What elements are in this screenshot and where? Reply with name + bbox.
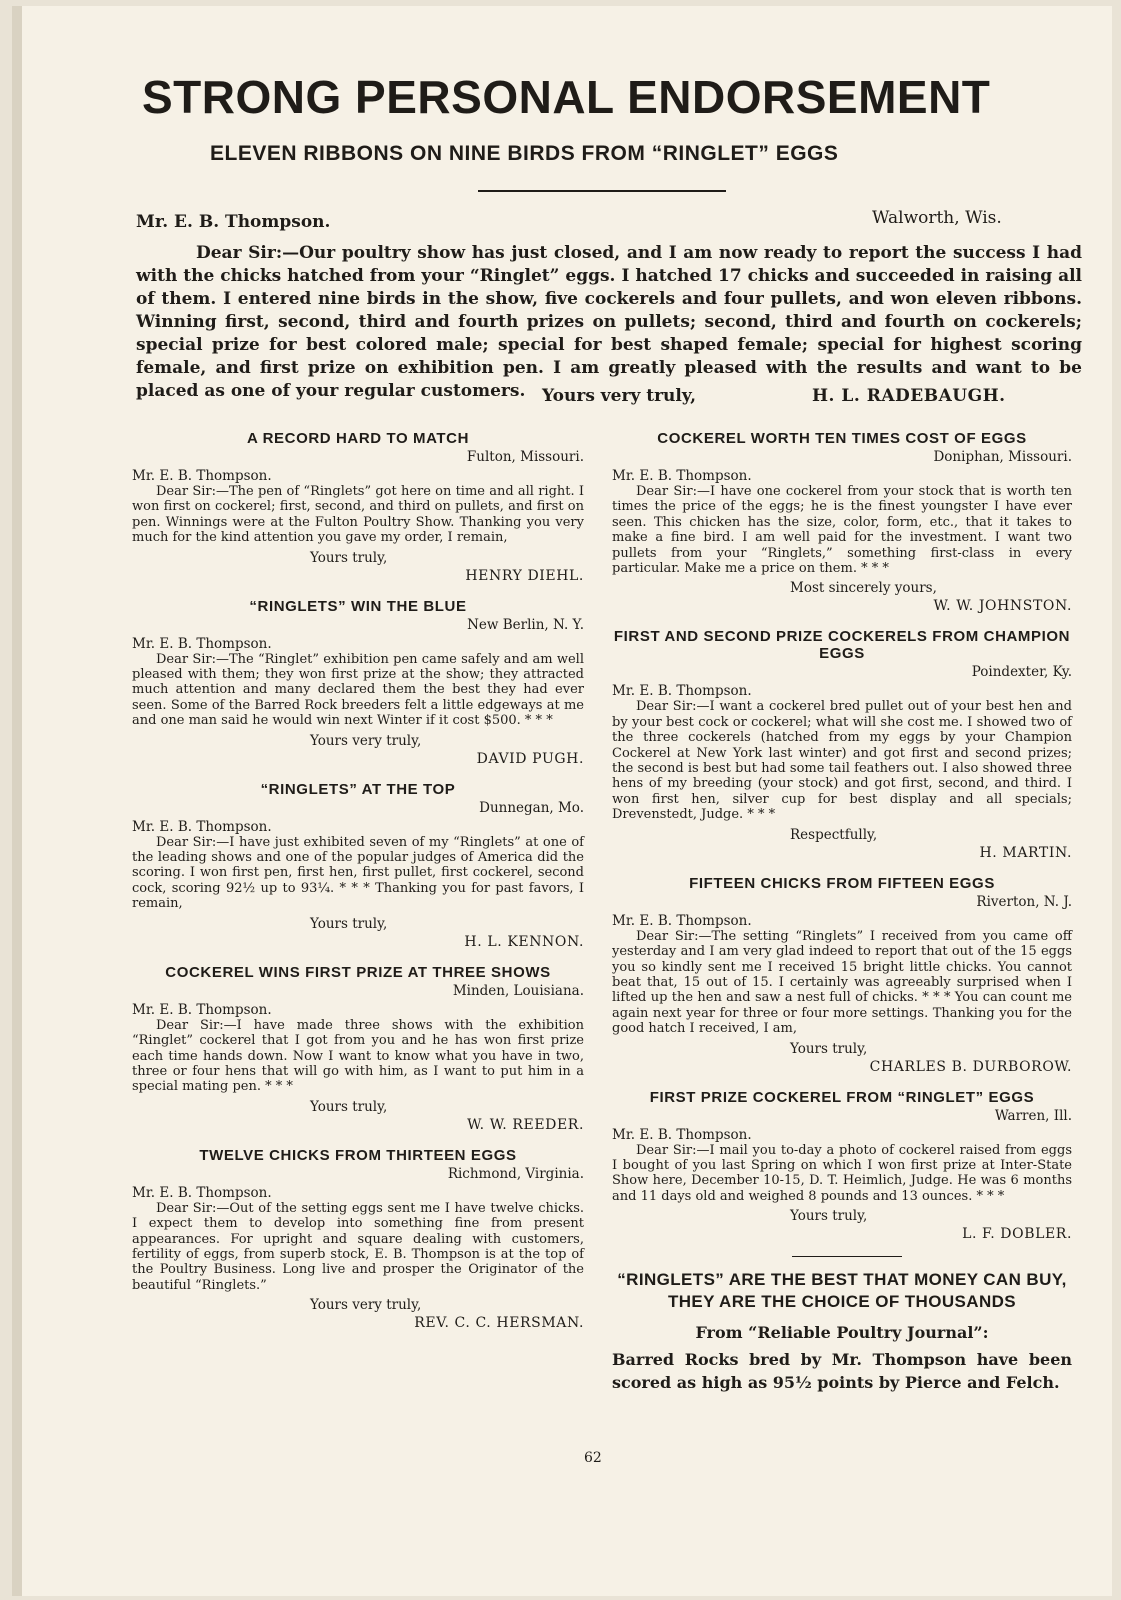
letter-salutation: Mr. E. B. Thompson.: [132, 468, 272, 484]
quote-text: Barred Rocks bred by Mr. Thompson have been scored as high as 95½ points by Pierce and Felch.: [612, 1350, 1072, 1393]
testimonial-letter: [612, 628, 1072, 862]
letter-signature: W. W. JOHNSTON.: [933, 598, 1072, 615]
left-column: [132, 430, 584, 1345]
letter-location: New Berlin, N. Y.: [467, 616, 584, 633]
letter-heading: FIRST AND SECOND PRIZE COCKERELS FROM CHAMPION EGGS: [613, 628, 1071, 663]
letter-closing: Yours very truly,: [310, 732, 422, 749]
letter-closing: Yours truly,: [310, 549, 388, 566]
letter-location: Richmond, Virginia.: [447, 1165, 584, 1182]
letter-location: Dunnegan, Mo.: [479, 799, 584, 816]
page-subtitle: ELEVEN RIBBONS ON NINE BIRDS FROM “RINGLET” EGGS: [210, 142, 839, 165]
letter-signature: DAVID PUGH.: [476, 750, 584, 767]
letter-heading: “RINGLETS” AT THE TOP: [260, 780, 456, 798]
main-letter-body: [136, 242, 1082, 403]
quote-source: From “Reliable Poultry Journal”:: [695, 1323, 989, 1343]
letter-heading: A RECORD HARD TO MATCH: [246, 430, 470, 447]
letter-body: Dear Sir:—Out of the setting eggs sent me I have twelve chicks. I expect them to develop into something fine from present appearances. For upright and square dealing with customers, fertility of eggs, from superb stock, E. B. Thompson is at the top of the Poultry Business. Long live and prosper the Originator of the beautiful “Ringlets.”: [132, 1200, 584, 1293]
letter-signature: HENRY DIEHL.: [465, 567, 584, 584]
letter-salutation: Mr. E. B. Thompson.: [132, 818, 272, 835]
letter-closing: Most sincerely yours,: [790, 580, 937, 597]
testimonial-letter: [132, 781, 584, 952]
letter-salutation: Mr. E. B. Thompson.: [612, 912, 752, 929]
letter-heading: “RINGLETS” WIN THE BLUE: [249, 597, 467, 615]
letter-closing: Yours truly,: [310, 915, 388, 932]
title-divider: [478, 190, 726, 192]
letter-body: Dear Sir:—I have one cockerel from your stock that is worth ten times the price of the eggs; he is the finest youngster I have ever seen. This chicken has the size, color, form, etc., that it takes to make a fine bird. I am well paid for the investment. I want two pullets from your “Ringlets,” something first-class in every particular. Make me a price on them. * * *: [612, 484, 1072, 577]
letter-closing: Respectfully,: [790, 826, 878, 843]
section-divider: [792, 1256, 902, 1257]
letter-location: Poindexter, Ky.: [971, 664, 1072, 681]
letter-signature: H. MARTIN.: [979, 844, 1072, 861]
letter-salutation: Mr. E. B. Thompson.: [612, 1126, 752, 1143]
main-letter-closing: Yours very truly,: [542, 386, 697, 406]
letter-location: Warren, Ill.: [994, 1107, 1072, 1124]
testimonial-letter: [132, 430, 584, 586]
testimonial-letter: [132, 964, 584, 1135]
letter-body: Dear Sir:—I have just exhibited seven of my “Ringlets” at one of the leading shows and one of the popular judges of America did the scoring. I won first pen, first hen, first pullet, first cockerel, second cock, scoring 92½ up to 93¼. * * * Thanking you for past favors, I remain,: [132, 834, 584, 912]
letter-location: Fulton, Missouri.: [466, 449, 584, 465]
closing-heading: “RINGLETS” ARE THE BEST THAT MONEY CAN BUY, THEY ARE THE CHOICE OF THOUSANDS: [617, 1270, 1067, 1312]
testimonial-letter: [612, 1089, 1072, 1245]
letter-salutation: Mr. E. B. Thompson.: [612, 683, 752, 700]
main-letter-text: Dear Sir:—Our poultry show has just closed, and I am now ready to report the success I had with the chicks hatched from your “Ringlet” eggs. I hatched 17 chicks and succeeded in raising all of them. I entered nine birds in the show, five cockerels and four pullets, and won eleven ribbons. Winning first, second, third and fourth prizes on pullets; second, third and fourth on cockerels; special prize for best colored male; special for best shaped female; special for highest scoring female, and first prize on exhibition pen. I am greatly pleased with the results and want to be placed as one of your regular customers.: [136, 243, 1082, 401]
letter-heading: FIRST PRIZE COCKEREL FROM “RINGLET” EGGS: [649, 1088, 1035, 1106]
testimonial-letter: [132, 598, 584, 769]
letter-closing: Yours very truly,: [310, 1297, 422, 1314]
letter-signature: H. L. KENNON.: [464, 933, 584, 950]
letter-location: Riverton, N. J.: [976, 893, 1072, 910]
letter-signature: L. F. DOBLER.: [962, 1226, 1072, 1243]
letter-body: Dear Sir:—The setting “Ringlets” I received from you came off yesterday and I am very glad indeed to report that out of the 15 eggs you so kindly sent me I received 15 bright little chicks. You cannot beat that, 15 out of 15. I certainly was agreeably surprised when I lifted up the hen and saw a nest full of chicks. * * * You can count me again next year for three or four more settings. Thanking you for the good hatch I received, I am,: [612, 928, 1072, 1037]
letter-body: Dear Sir:—The pen of “Ringlets” got here on time and all right. I won first on cockerel; first, second, and third on pullets, and first on pen. Winnings were at the Fulton Poultry Show. Thanking you very much for the kind attention you gave my order, I remain,: [132, 484, 584, 546]
testimonial-letter: [132, 1147, 584, 1333]
letter-heading: COCKEREL WORTH TEN TIMES COST OF EGGS: [657, 430, 1027, 447]
page-title: STRONG PERSONAL ENDORSEMENT: [142, 71, 991, 123]
letter-closing: Yours truly,: [790, 1040, 868, 1057]
letter-salutation: Mr. E. B. Thompson.: [612, 468, 752, 484]
letter-location: Doniphan, Missouri.: [933, 449, 1072, 465]
letter-body: Dear Sir:—I mail you to-day a photo of cockerel raised from eggs I bought of you last Spring on which I won first prize at Inter-State Show here, December 10-15, D. T. Heimlich, Judge. He was 6 months and 11 days old and weighed 8 pounds and 13 ounces. * * *: [612, 1142, 1072, 1204]
letter-salutation: Mr. E. B. Thompson.: [132, 1184, 272, 1201]
document-page: [12, 6, 1112, 1596]
testimonial-letter: [612, 430, 1072, 616]
letter-location: Minden, Louisiana.: [452, 982, 584, 999]
main-letter-salutation: Mr. E. B. Thompson.: [136, 212, 331, 232]
letter-salutation: Mr. E. B. Thompson.: [132, 635, 272, 652]
main-letter-location: Walworth, Wis.: [872, 208, 1002, 228]
letter-body: Dear Sir:—I want a cockerel bred pullet out of your best hen and by your best cock or cockerel; what will she cost me. I showed two of the three cockerels (hatched from my eggs by your Champion Cockerel at New York last winter) and got first and second prizes; the second is best but had some tail feathers out. I also showed three hens of my breeding (your stock) and got first, second, and third. I won first hen, silver cup for best display and all specials; Drevenstedt, Judge. * * *: [612, 699, 1072, 823]
letter-heading: COCKEREL WINS FIRST PRIZE AT THREE SHOWS: [165, 963, 551, 981]
letter-heading: TWELVE CHICKS FROM THIRTEEN EGGS: [199, 1146, 517, 1164]
letter-closing: Yours truly,: [790, 1208, 868, 1225]
page-number: 62: [584, 1450, 602, 1466]
letter-heading: FIFTEEN CHICKS FROM FIFTEEN EGGS: [689, 874, 995, 892]
letter-signature: REV. C. C. HERSMAN.: [414, 1315, 584, 1332]
testimonial-letter: [612, 875, 1072, 1077]
letter-signature: W. W. REEDER.: [467, 1116, 584, 1133]
letter-closing: Yours truly,: [310, 1098, 388, 1115]
letter-body: Dear Sir:—The “Ringlet” exhibition pen came safely and am well pleased with them; they won first prize at the show; they attracted much attention and many declared them the best they had ever seen. Some of the Barred Rock breeders felt a little edgeways at me and one man said he would win next Winter if it cost $500. * * *: [132, 651, 584, 729]
letter-salutation: Mr. E. B. Thompson.: [132, 1001, 272, 1018]
right-column: [612, 430, 1072, 1394]
letter-body: Dear Sir:—I have made three shows with the exhibition “Ringlet” cockerel that I got from you and he has won first prize each time hands down. Now I want to know what you have in two, three or four hens that will go with him, as I want to put him in a special mating pen. * * *: [132, 1017, 584, 1095]
main-letter-signature: H. L. RADEBAUGH.: [812, 386, 1006, 406]
letter-signature: CHARLES B. DURBOROW.: [869, 1058, 1072, 1075]
